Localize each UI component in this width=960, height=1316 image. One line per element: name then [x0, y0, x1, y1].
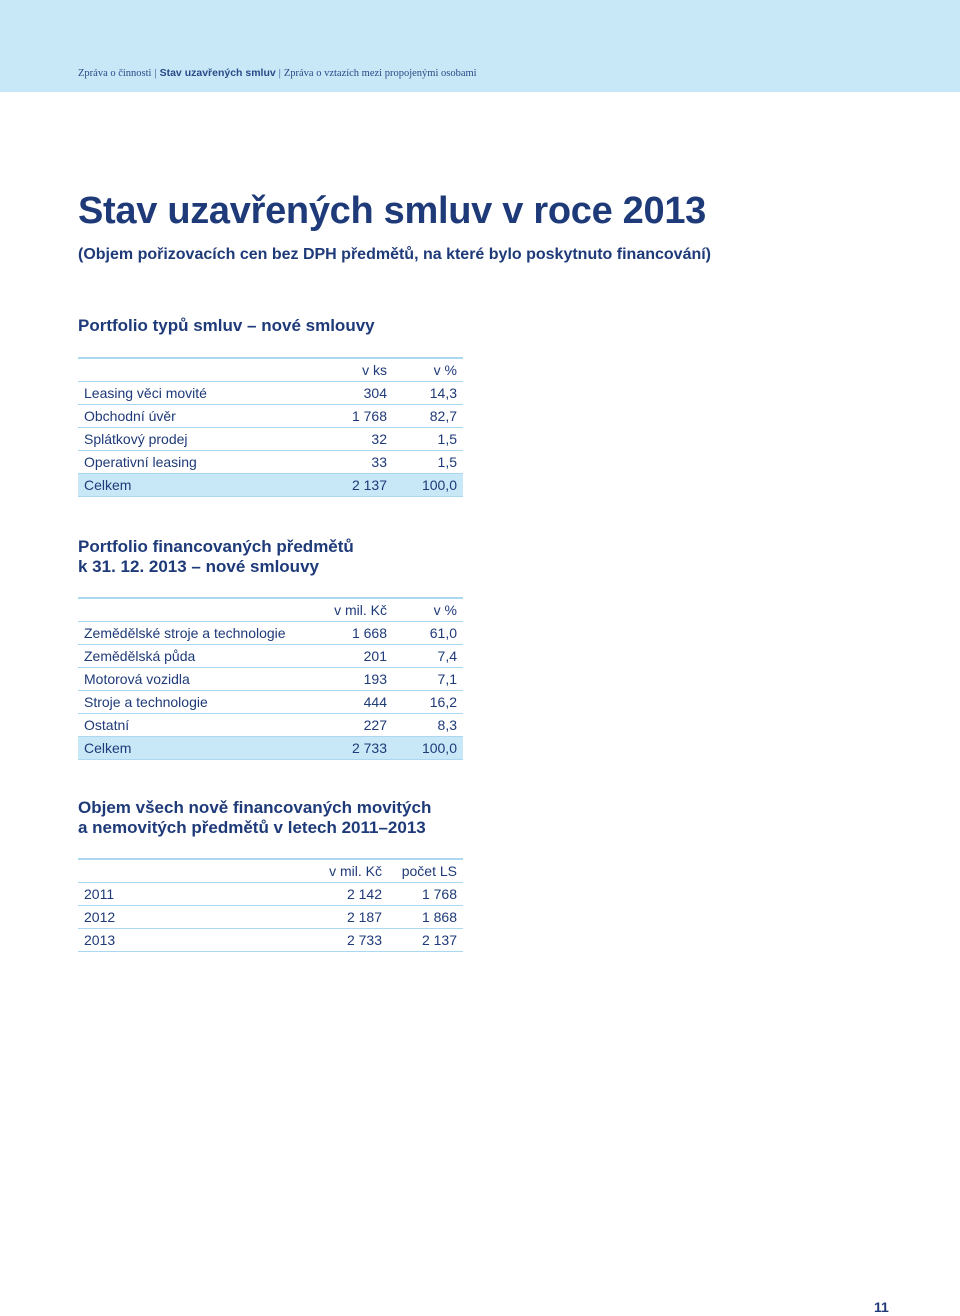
table-row	[78, 906, 463, 929]
row-count: 1 868	[388, 906, 463, 929]
section-title-contract-types	[78, 316, 375, 336]
total-value: 2 733	[323, 737, 393, 760]
total-label: Celkem	[78, 737, 323, 760]
row-label: Zemědělské stroje a technologie	[78, 622, 323, 645]
row-year: 2011	[78, 883, 313, 906]
row-percent: 82,7	[393, 405, 463, 428]
row-label: Obchodní úvěr	[78, 405, 333, 428]
column-header-label	[78, 358, 333, 382]
row-count: 1 768	[388, 883, 463, 906]
row-value: 2 187	[313, 906, 388, 929]
column-header-amount: v mil. Kč	[323, 598, 393, 622]
table-row	[78, 645, 463, 668]
table-header-row	[78, 358, 463, 382]
breadcrumb-separator: |	[154, 68, 157, 79]
breadcrumb-item-related-parties-report[interactable]: Zpráva o vztazích mezi propojenými osobami	[283, 68, 477, 79]
table-total-row	[78, 737, 463, 760]
row-count: 2 137	[388, 929, 463, 952]
table-row	[78, 691, 463, 714]
row-value: 304	[333, 382, 393, 405]
row-percent: 8,3	[393, 714, 463, 737]
page-number: 11	[874, 1299, 889, 1315]
table-financed-assets	[78, 597, 463, 760]
table-row	[78, 382, 463, 405]
section-title-line: a nemovitých předmětů v letech 2011–2013	[78, 818, 426, 837]
table-header-row	[78, 859, 463, 883]
total-percent: 100,0	[393, 737, 463, 760]
row-label: Ostatní	[78, 714, 323, 737]
row-value: 227	[323, 714, 393, 737]
table-row	[78, 668, 463, 691]
table-row	[78, 622, 463, 645]
breadcrumb-item-activity-report[interactable]: Zpráva o činnosti	[78, 68, 152, 79]
row-label: Motorová vozidla	[78, 668, 323, 691]
row-value: 33	[333, 451, 393, 474]
row-percent: 1,5	[393, 428, 463, 451]
column-header-percent: v %	[393, 598, 463, 622]
row-value: 32	[333, 428, 393, 451]
breadcrumb-item-contracts-status[interactable]: Stav uzavřených smluv	[159, 67, 276, 79]
breadcrumb	[78, 67, 477, 79]
table-contract-types	[78, 357, 463, 497]
column-header-percent: v %	[393, 358, 463, 382]
table-row	[78, 451, 463, 474]
page-subtitle: (Objem pořizovacích cen bez DPH předmětů, na které bylo poskytnuto financování)	[78, 246, 712, 263]
row-label: Zemědělská půda	[78, 645, 323, 668]
section-title-financing-volume	[78, 798, 431, 838]
row-label: Leasing věci movité	[78, 382, 333, 405]
row-label: Operativní leasing	[78, 451, 333, 474]
row-value: 2 142	[313, 883, 388, 906]
row-value: 201	[323, 645, 393, 668]
row-value: 444	[323, 691, 393, 714]
row-value: 1 668	[323, 622, 393, 645]
page-title: Stav uzavřených smluv v roce 2013	[78, 190, 707, 232]
breadcrumb-separator: |	[278, 68, 281, 79]
column-header-label	[78, 598, 323, 622]
table-total-row	[78, 474, 463, 497]
column-header-amount: v mil. Kč	[313, 859, 388, 883]
row-percent: 7,4	[393, 645, 463, 668]
table-row	[78, 405, 463, 428]
section-title-line: Objem všech nově financovaných movitých	[78, 798, 432, 817]
table-financing-volume	[78, 858, 463, 952]
row-value: 1 768	[333, 405, 393, 428]
table-row	[78, 714, 463, 737]
row-percent: 7,1	[393, 668, 463, 691]
row-year: 2012	[78, 906, 313, 929]
section-title-line: Portfolio typů smluv – nové smlouvy	[78, 316, 375, 335]
total-value: 2 137	[333, 474, 393, 497]
total-percent: 100,0	[393, 474, 463, 497]
row-percent: 16,2	[393, 691, 463, 714]
row-percent: 1,5	[393, 451, 463, 474]
table-row	[78, 428, 463, 451]
section-title-line: Portfolio financovaných předmětů	[78, 537, 354, 556]
row-percent: 14,3	[393, 382, 463, 405]
table-header-row	[78, 598, 463, 622]
column-header-year	[78, 859, 313, 883]
row-value: 193	[323, 668, 393, 691]
section-title-line: k 31. 12. 2013 – nové smlouvy	[78, 557, 319, 576]
total-label: Celkem	[78, 474, 333, 497]
row-label: Splátkový prodej	[78, 428, 333, 451]
row-label: Stroje a technologie	[78, 691, 323, 714]
table-row	[78, 883, 463, 906]
column-header-count: v ks	[333, 358, 393, 382]
row-year: 2013	[78, 929, 313, 952]
row-percent: 61,0	[393, 622, 463, 645]
header-band	[0, 0, 960, 92]
row-value: 2 733	[313, 929, 388, 952]
table-row	[78, 929, 463, 952]
section-title-financed-assets	[78, 537, 354, 577]
column-header-contract-count: počet LS	[388, 859, 463, 883]
